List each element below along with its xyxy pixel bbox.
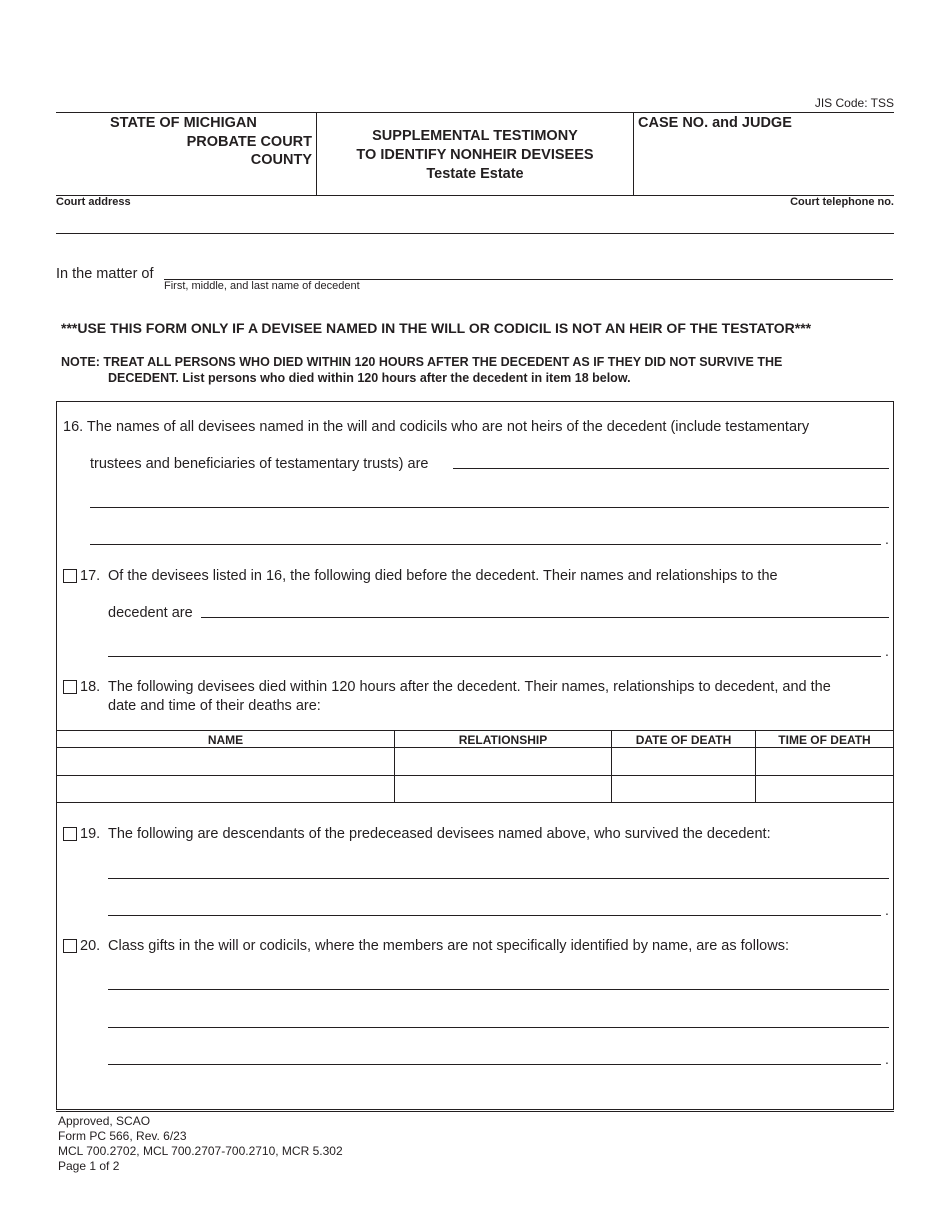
jis-code: JIS Code: TSS xyxy=(814,96,894,110)
row2-date-cell[interactable] xyxy=(612,776,755,802)
row1-name-cell[interactable] xyxy=(57,748,394,775)
items-box-bottom-rule xyxy=(56,1111,894,1112)
item19-text: The following are descendants of the predeceased devisees named above, who survived the decedent: xyxy=(108,826,771,842)
item20-period: . xyxy=(885,1051,889,1067)
matter-label: In the matter of xyxy=(56,266,154,282)
col-time-header: TIME OF DEATH xyxy=(778,733,871,747)
header-top-rule xyxy=(56,112,894,113)
item16-field-2[interactable] xyxy=(90,507,889,508)
warning-text: ***USE THIS FORM ONLY IF A DEVISEE NAMED IN THE WILL OR CODICIL IS NOT AN HEIR OF THE TESTATOR*** xyxy=(61,320,812,336)
item16-line2: trustees and beneficiaries of testamentary trusts) are xyxy=(90,456,429,472)
note-line1: NOTE: TREAT ALL PERSONS WHO DIED WITHIN 120 HOURS AFTER THE DECEDENT AS IF THEY DID NOT SURVIVE THE xyxy=(61,355,783,369)
item20-field-2[interactable] xyxy=(108,1027,889,1028)
footer-form-number: Form PC 566, Rev. 6/23 xyxy=(58,1129,187,1143)
court-address-rule xyxy=(56,233,894,234)
item16-field-3[interactable] xyxy=(90,544,881,545)
row2-name-cell[interactable] xyxy=(57,776,394,802)
row1-relationship-cell[interactable] xyxy=(395,748,611,775)
item20-field-1[interactable] xyxy=(108,989,889,990)
item20-text: Class gifts in the will or codicils, where the members are not specifically identified by name, are as follows: xyxy=(108,938,789,954)
form-title-line1: SUPPLEMENTAL TESTIMONY xyxy=(372,128,578,144)
footer-approved: Approved, SCAO xyxy=(58,1114,151,1128)
form-title-line2: TO IDENTIFY NONHEIR DEVISEES xyxy=(356,147,594,163)
footer xyxy=(58,1114,343,1174)
item17-period: . xyxy=(885,643,889,659)
state-label: STATE OF MICHIGAN xyxy=(110,115,257,131)
item17-line1: Of the devisees listed in 16, the following died before the decedent. Their names and relationships to the xyxy=(108,568,778,584)
note-line2: DECEDENT. List persons who died within 120 hours after the decedent in item 18 below. xyxy=(108,371,631,385)
item18-line2: date and time of their deaths are: xyxy=(108,698,321,714)
item16-field-1[interactable] xyxy=(453,468,889,469)
case-no-judge-field[interactable] xyxy=(640,140,890,190)
footer-page-number: Page 1 of 2 xyxy=(58,1159,120,1173)
table-bottom-rule xyxy=(56,802,894,803)
row2-relationship-cell[interactable] xyxy=(395,776,611,802)
item18-checkbox[interactable] xyxy=(63,680,77,694)
item19-field-1[interactable] xyxy=(108,878,889,879)
header-divider-2 xyxy=(633,112,634,196)
footer-statutes: MCL 700.2702, MCL 700.2707-700.2710, MCR 5.302 xyxy=(58,1144,343,1158)
item17-line2: decedent are xyxy=(108,605,193,621)
county-label: COUNTY xyxy=(250,152,312,168)
header-bottom-rule xyxy=(56,195,894,196)
item20-checkbox[interactable] xyxy=(63,939,77,953)
item19-number: 19. xyxy=(80,826,101,842)
row1-date-cell[interactable] xyxy=(612,748,755,775)
court-address-label: Court address xyxy=(56,196,131,208)
col-name-header: NAME xyxy=(207,733,244,747)
decedent-name-sublabel: First, middle, and last name of decedent xyxy=(164,280,360,292)
court-address-field[interactable] xyxy=(56,210,894,232)
item19-period: . xyxy=(885,902,889,918)
court-phone-label: Court telephone no. xyxy=(790,196,894,208)
col-relationship-header: RELATIONSHIP xyxy=(458,733,548,747)
item18-number: 18. xyxy=(80,679,101,695)
court-label: PROBATE COURT xyxy=(186,134,312,150)
item19-field-2[interactable] xyxy=(108,915,881,916)
item17-field-2[interactable] xyxy=(108,656,881,657)
row1-time-cell[interactable] xyxy=(756,748,893,775)
col-date-header: DATE OF DEATH xyxy=(635,733,732,747)
item16-period: . xyxy=(885,531,889,547)
item16-line1: 16. The names of all devisees named in the will and codicils who are not heirs of the decedent (include testamentary xyxy=(63,419,810,435)
item17-checkbox[interactable] xyxy=(63,569,77,583)
item17-number: 17. xyxy=(80,568,101,584)
case-no-judge-label: CASE NO. and JUDGE xyxy=(638,115,792,131)
form-title xyxy=(317,127,633,184)
form-title-line3: Testate Estate xyxy=(426,166,524,182)
item18-line1: The following devisees died within 120 hours after the decedent. Their names, relationships to decedent, and the xyxy=(108,679,831,695)
item17-field-1[interactable] xyxy=(201,617,889,618)
item20-number: 20. xyxy=(80,938,101,954)
row2-time-cell[interactable] xyxy=(756,776,893,802)
item20-field-3[interactable] xyxy=(108,1064,881,1065)
table-top-rule xyxy=(56,730,894,731)
item19-checkbox[interactable] xyxy=(63,827,77,841)
